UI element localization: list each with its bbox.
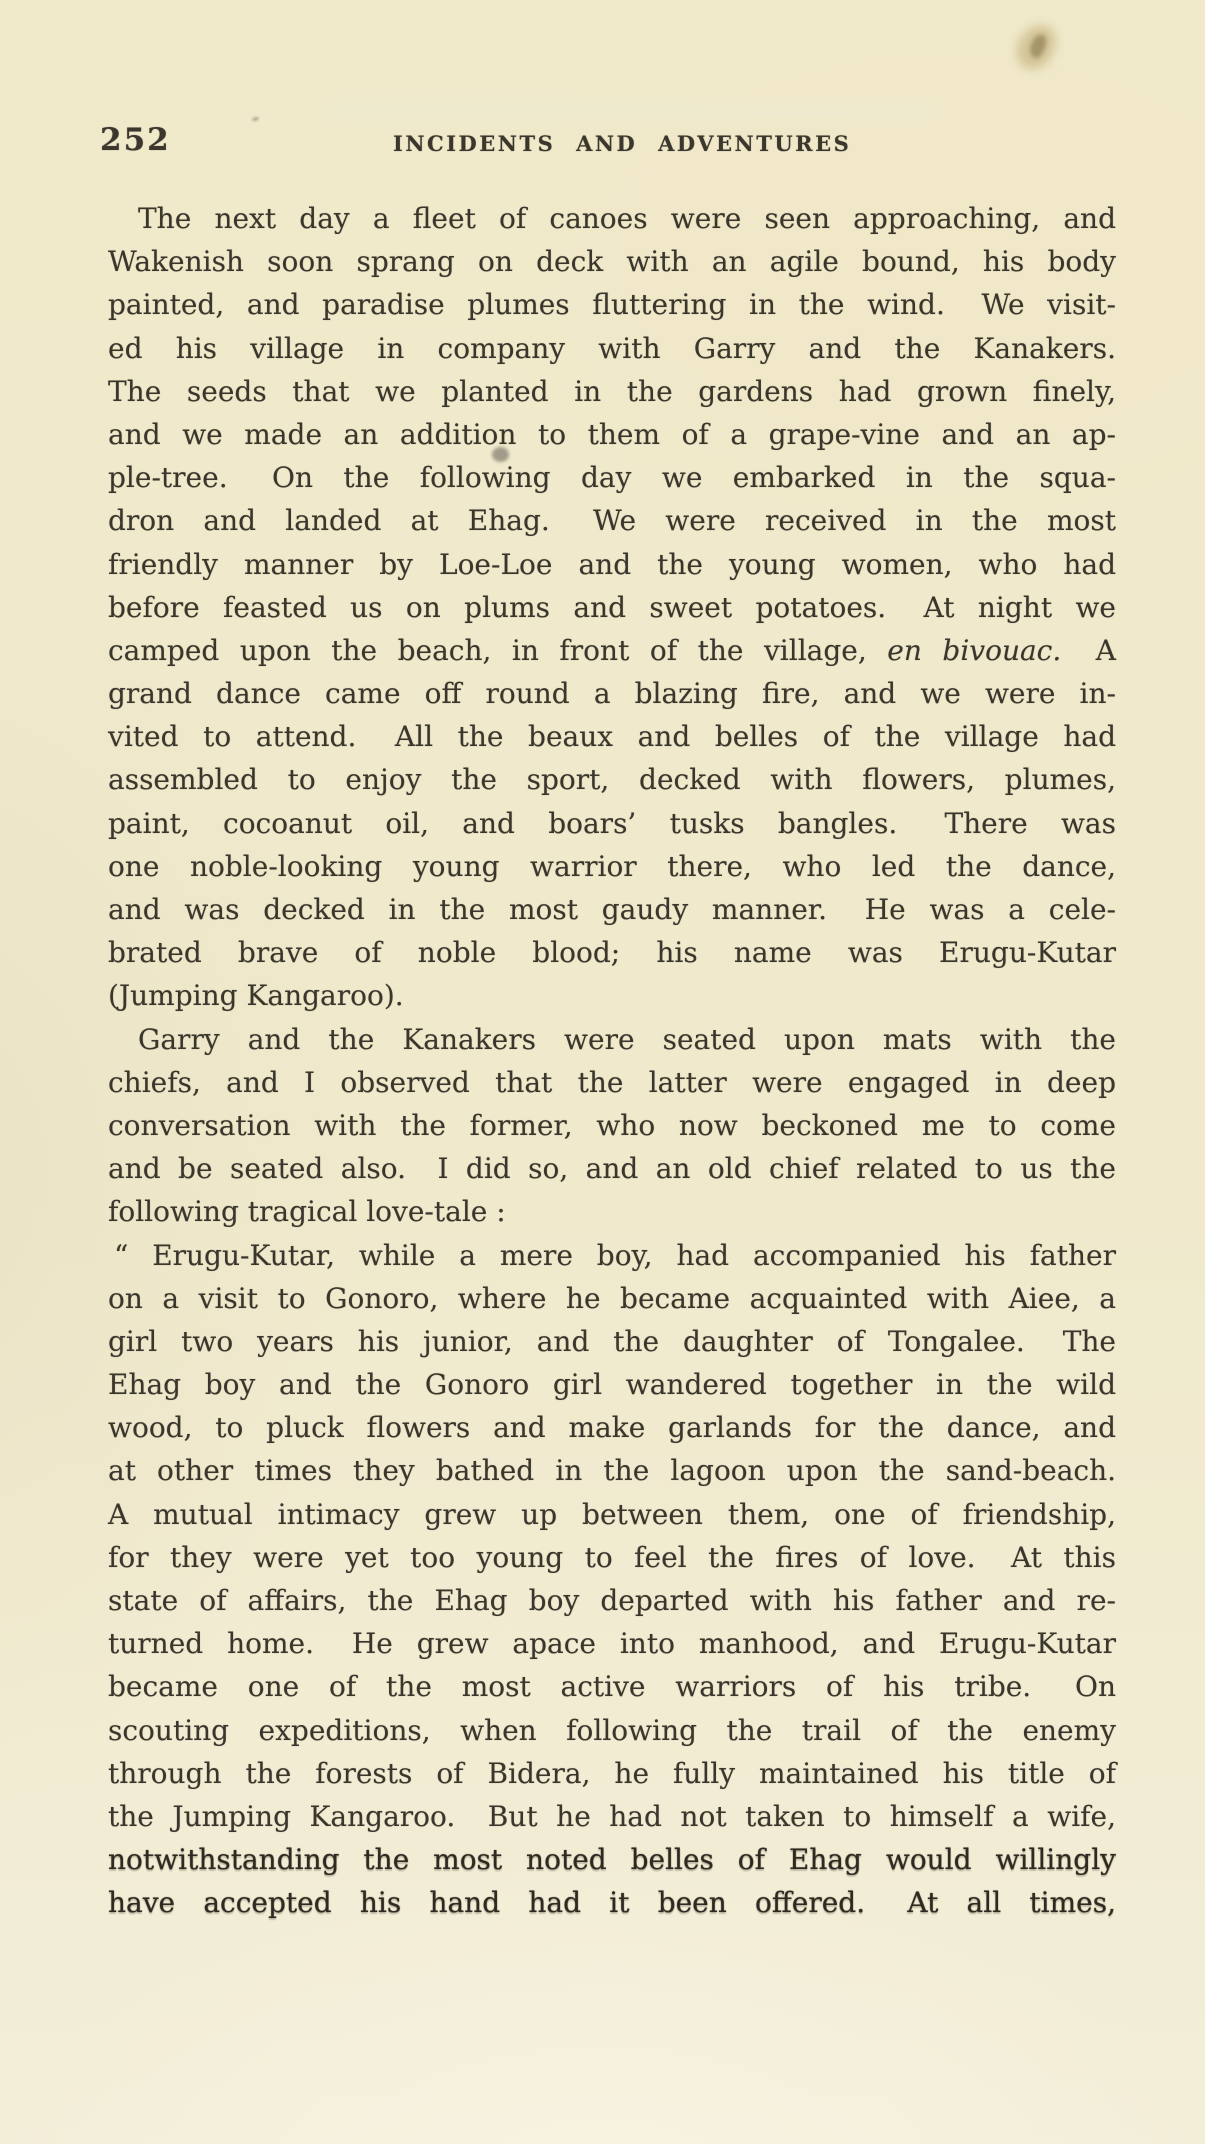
text-line: conversation with the former, who now beckoned me to come — [108, 1108, 1116, 1142]
text-line: notwithstanding the most noted belles of Ehag would willingly — [108, 1843, 1116, 1877]
text-line: “ Erugu-Kutar, while a mere boy, had accompanied his father — [114, 1238, 1116, 1272]
text-line: Wakenish soon sprang on deck with an agile bound, his body — [108, 245, 1116, 279]
text-line: Ehag boy and the Gonoro girl wandered together in the wild — [108, 1368, 1116, 1402]
text-line: and we made an addition to them of a grape-vine and an ap- — [108, 417, 1116, 451]
text-line: The next day a fleet of canoes were seen approaching, and — [138, 202, 1116, 235]
text-line: The seeds that we planted in the gardens had grown finely, — [108, 374, 1116, 408]
text-line: turned home. He grew apace into manhood, and Erugu-Kutar — [108, 1627, 1116, 1661]
text-line: ed his village in company with Garry and the Kanakers. — [108, 331, 1116, 365]
text-line: and was decked in the most gaudy manner. He was a cele- — [108, 893, 1116, 926]
text-line: dron and landed at Ehag. We were received in the most — [108, 504, 1116, 538]
text-line: assembled to enjoy the sport, decked with flowers, plumes, — [108, 763, 1116, 797]
text-line: friendly manner by Loe-Loe and the young women, who had — [108, 547, 1116, 581]
text-line: state of affairs, the Ehag boy departed with his father and re- — [108, 1584, 1116, 1617]
text-line: at other times they bathed in the lagoon upon the sand-beach. — [108, 1454, 1116, 1488]
running-header: INCIDENTS AND ADVENTURES — [393, 131, 852, 156]
text-line: became one of the most active warriors of his tribe. On — [108, 1670, 1116, 1704]
text-line: ple-tree. On the following day we embarked in the squa- — [108, 461, 1116, 495]
text-line: wood, to pluck flowers and make garlands for the dance, and — [108, 1411, 1116, 1445]
text-line: following tragical love-tale : — [108, 1195, 506, 1229]
text-line: camped upon the beach, in front of the village, en bivouac. A — [108, 633, 1117, 667]
text-line: girl two years his junior, and the daughter of Tongalee. The — [108, 1324, 1116, 1358]
text-line: (Jumping Kangaroo). — [108, 979, 404, 1013]
text-line: A mutual intimacy grew up between them, one of friendship, — [108, 1497, 1116, 1531]
text-line: chiefs, and I observed that the latter were engaged in deep — [108, 1065, 1116, 1099]
text-line: painted, and paradise plumes fluttering in the wind. We visit- — [108, 288, 1116, 322]
text-line: on a visit to Gonoro, where he became acquainted with Aiee, a — [108, 1281, 1116, 1315]
text-line: paint, cocoanut oil, and boars’ tusks bangles. There was — [108, 806, 1116, 840]
paper-speck — [252, 116, 260, 122]
text-line: for they were yet too young to feel the fires of love. At this — [108, 1540, 1116, 1574]
text-block — [108, 197, 1116, 1925]
text-line: and be seated also. I did so, and an old chief related to us the — [108, 1152, 1116, 1186]
scan-tint-artifact — [330, 104, 930, 118]
text-line: scouting expeditions, when following the trail of the enemy — [108, 1713, 1116, 1747]
text-line: vited to attend. All the beaux and belles of the village had — [108, 720, 1116, 754]
text-line: one noble-looking young warrior there, who led the dance, — [108, 849, 1116, 883]
text-line: have accepted his hand had it been offered. At all times, — [108, 1886, 1116, 1920]
text-line: Garry and the Kanakers were seated upon mats with the — [138, 1022, 1116, 1056]
text-line: the Jumping Kangaroo. But he had not taken to himself a wife, — [108, 1799, 1116, 1833]
text-line: brated brave of noble blood; his name was Erugu-Kutar — [108, 936, 1116, 970]
text-line: before feasted us on plums and sweet potatoes. At night we — [108, 590, 1116, 624]
text-line: through the forests of Bidera, he fully maintained his title of — [108, 1756, 1116, 1790]
text-line: grand dance came off round a blazing fire, and we were in- — [108, 677, 1116, 711]
page-number: 252 — [100, 122, 171, 158]
